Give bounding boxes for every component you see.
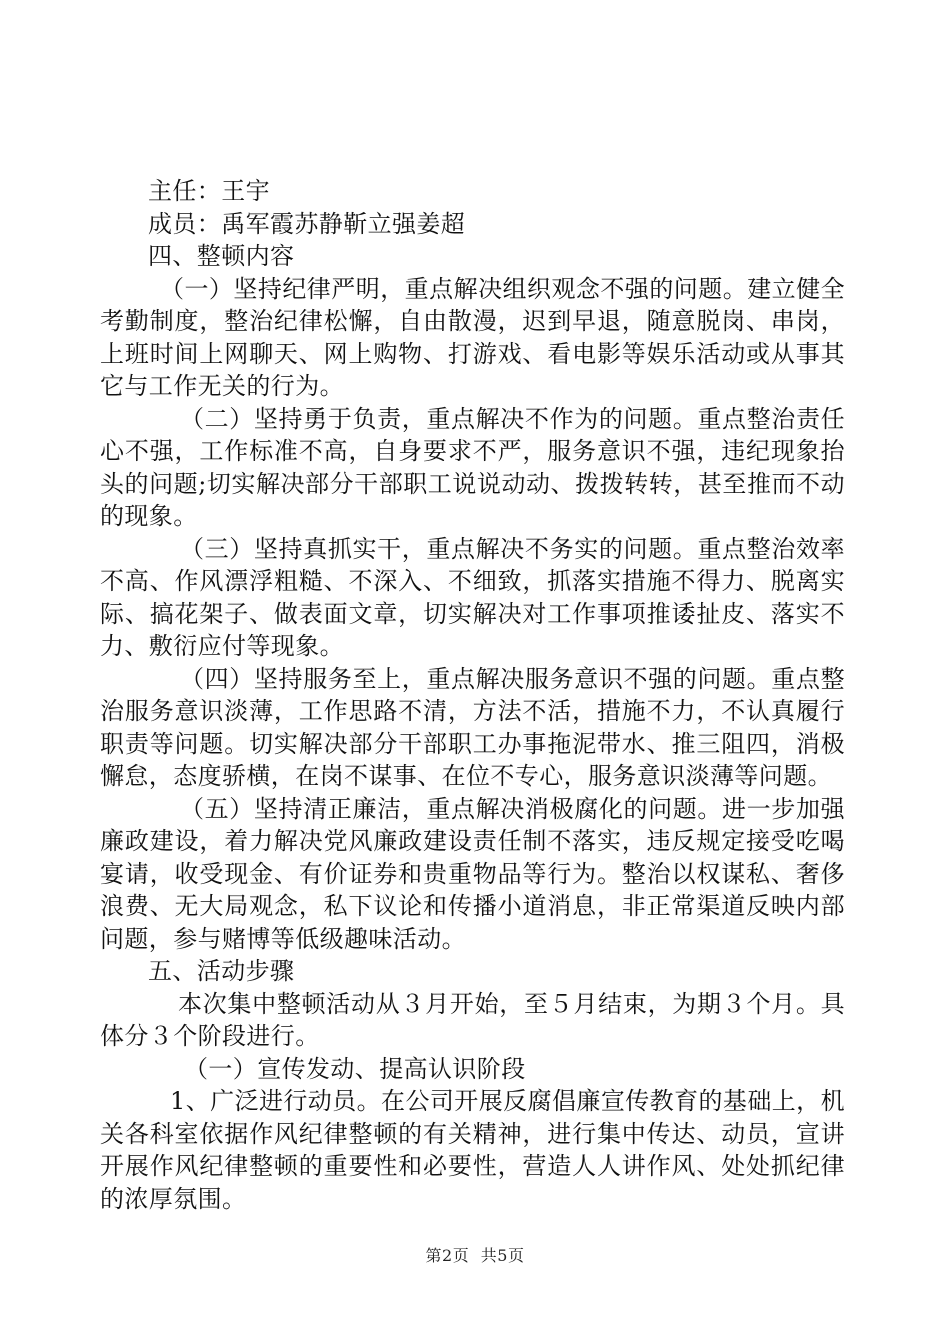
director-line: 主任：王宇 (148, 177, 270, 205)
members-line: 成员：禹军霞苏静靳立强姜超 (148, 209, 466, 238)
paragraph-item-3: （三）坚持真抓实干，重点解决不务实的问题。重点整治效率不高、作风漂浮粗糙、不深入、不细致，抓落实措施不得力、脱离实际、搞花架子、做表面文章，切实解决对工作事项推诿扯皮、落实不力、敷衍应付等现象。 (100, 534, 845, 660)
section-heading-4: 四、整顿内容 (148, 242, 295, 270)
page-number: 第2页 (425, 1246, 470, 1265)
section-heading-5: 五、活动步骤 (148, 957, 295, 985)
page-footer (0, 1243, 950, 1266)
subheading-stage-1: （一）宣传发动、提高认识阶段 (184, 1054, 526, 1083)
paragraph-item-5: （五）坚持清正廉洁，重点解决消极腐化的问题。进一步加强廉政建设，着力解决党风廉政建设责任制不落实，违反规定接受吃喝宴请，收受现金、有价证券和贵重物品等行为。整治以权谋私、奢侈浪费、无大局观念，私下议论和传播小道消息，非正常渠道反映内部问题，参与赌博等低级趣味活动。 (100, 794, 845, 953)
paragraph-schedule: 本次集中整顿活动从３月开始，至５月结束，为期３个月。具体分３个阶段进行。 (100, 989, 845, 1050)
paragraph-item-2: （二）坚持勇于负责，重点解决不作为的问题。重点整治责任心不强，工作标准不高，自身要求不严，服务意识不强，违纪现象抬头的问题;切实解决部分干部职工说说动动、拨拨转转，甚至推而不动的现象。 (100, 404, 845, 530)
paragraph-item-4: （四）坚持服务至上，重点解决服务意识不强的问题。重点整治服务意识淡薄，工作思路不清，方法不活，措施不力，不认真履行职责等问题。切实解决部分干部职工办事拖泥带水、推三阻四，消极懈怠，态度骄横，在岗不谋事、在位不专心，服务意识淡薄等问题。 (100, 664, 845, 790)
page-total: 共5页 (480, 1246, 525, 1265)
paragraph-item-1: （一）坚持纪律严明，重点解决组织观念不强的问题。建立健全考勤制度，整治纪律松懈，自由散漫，迟到早退，随意脱岗、串岗，上班时间上网聊天、网上购物、打游戏、看电影等娱乐活动或从事其它与工作无关的行为。 (100, 274, 845, 400)
paragraph-mobilization: 1、广泛进行动员。在公司开展反腐倡廉宣传教育的基础上，机关各科室依据作风纪律整顿的有关精神，进行集中传达、动员，宣讲开展作风纪律整顿的重要性和必要性，营造人人讲作风、处处抓纪律的浓厚氛围。 (100, 1087, 845, 1213)
document-body (100, 175, 845, 1215)
